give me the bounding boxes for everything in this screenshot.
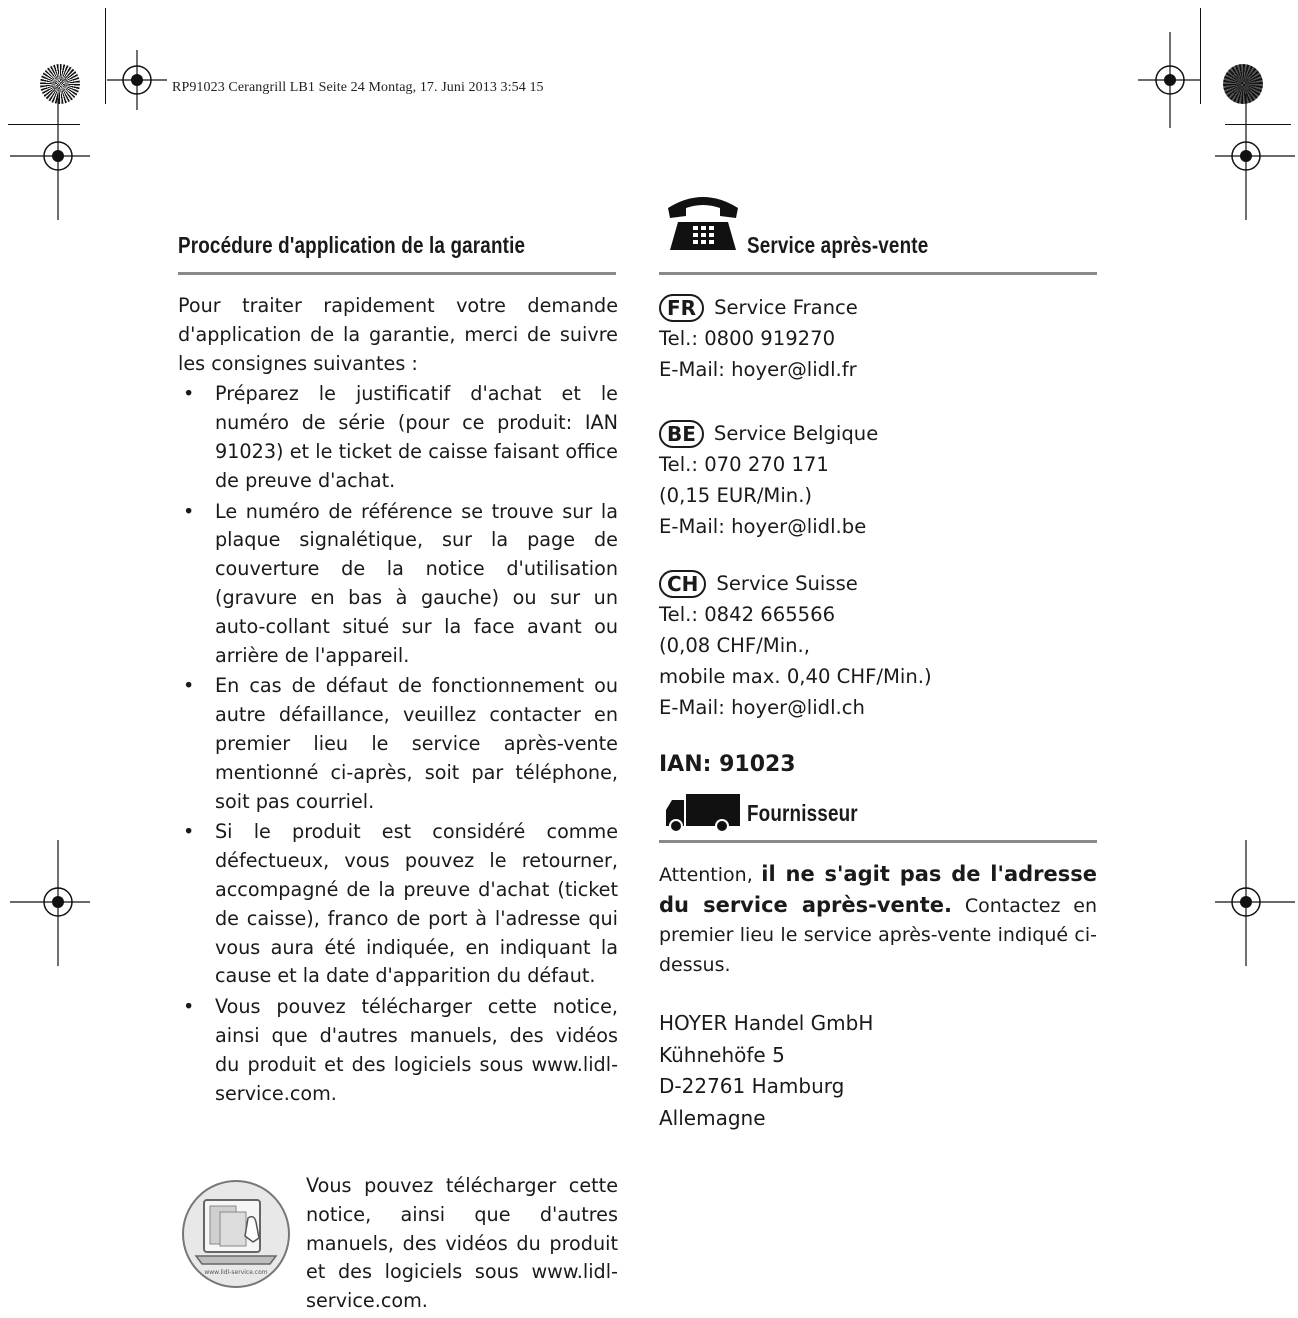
supplier-note-suffix: Contactez en premier lieu le service après-vente indiqué ci-dessus. (659, 894, 1097, 976)
belgium-service-name: Service Belgique (713, 422, 879, 445)
address-country: Allemagne (659, 1105, 766, 1130)
warranty-title-rule (178, 272, 616, 275)
belgium-rate: (0,15 EUR/Min.) (659, 484, 813, 507)
warranty-intro: Pour traiter rapidement votre demande d'application de la garantie, merci de suivre les consignes suivantes : (178, 294, 618, 375)
service-title: Service après-vente (747, 232, 929, 258)
france-service-name: Service France (714, 296, 858, 319)
supplier-title-rule (659, 840, 1097, 843)
supplier-address (659, 1008, 873, 1134)
belgium-badge: BE (659, 420, 704, 448)
belgium-phone: Tel.: 070 270 171 (659, 453, 829, 476)
service-swiss (659, 568, 932, 723)
warranty-step: • Vous pouvez télécharger cette notice, ainsi que d'autres manuels, des vidéos du produit et des logiciels sous www.lidl-service.com. (178, 993, 618, 1108)
supplier-title: Fournisseur (747, 800, 858, 826)
warranty-step: • Le numéro de référence se trouve sur la plaque signalétique, sur la page de couverture de la notice d'utilisation (gravure en bas à gauche) ou sur un auto-collant situé sur la face avant ou arrière de l'appareil. (178, 498, 618, 671)
swiss-mobile-rate: mobile max. 0,40 CHF/Min.) (659, 665, 932, 688)
print-slug: RP91023 Cerangrill LB1 Seite 24 Montag, 17. Juni 2013 3:54 15 (172, 80, 544, 95)
address-street: Kühnehöfe 5 (659, 1042, 785, 1067)
warranty-title: Procédure d'application de la garantie (178, 232, 526, 258)
swiss-service-name: Service Suisse (716, 572, 858, 595)
warranty-step: • En cas de défaut de fonctionnement ou autre défaillance, veuillez contacter en premier lieu le service après-vente mentionné ci-après, soit par téléphone, soit pas courriel. (178, 672, 618, 816)
swiss-email: E-Mail: hoyer@lidl.ch (659, 696, 865, 719)
download-icon-caption: www.lidl-service.com (204, 1269, 268, 1276)
warranty-body (178, 292, 618, 1110)
ian-number: IAN: 91023 (659, 752, 796, 777)
download-note: Vous pouvez télécharger cette notice, ainsi que d'autres manuels, des vidéos du produit et des logiciels sous www.lidl-service.com. (306, 1174, 618, 1313)
france-email: E-Mail: hoyer@lidl.fr (659, 358, 857, 381)
service-belgium (659, 418, 878, 542)
france-phone: Tel.: 0800 919270 (659, 327, 836, 350)
belgium-email: E-Mail: hoyer@lidl.be (659, 515, 867, 538)
registration-mark (1138, 32, 1202, 132)
service-title-rule (659, 272, 1097, 275)
registration-mark (105, 50, 169, 114)
download-laptop-icon (180, 1178, 292, 1290)
warranty-steps (178, 380, 618, 1108)
warranty-step: • Si le produit est considéré comme défectueux, vous pouvez le retourner, accompagné de la preuve d'achat (ticket de caisse), franco de port à l'adresse qui vous aura été indiquée, en indiquant la cause et la date d'apparition du défaut. (178, 818, 618, 991)
france-badge: FR (659, 294, 704, 322)
swiss-rate: (0,08 CHF/Min., (659, 634, 811, 657)
registration-mark (1215, 840, 1298, 966)
supplier-note-prefix: Attention, (659, 864, 762, 886)
address-city: D-22761 Hamburg (659, 1074, 845, 1098)
supplier-note-warning: il ne s'agit pas de l'adresse du service après-vente. (659, 862, 1097, 917)
registration-mark (10, 840, 106, 966)
registration-mark (10, 94, 106, 220)
warranty-step: • Préparez le justificatif d'achat et le numéro de série (pour ce produit: IAN 91023) et le ticket de caisse faisant office de preuve d'achat. (178, 380, 618, 495)
service-france (659, 292, 858, 385)
swiss-badge: CH (659, 570, 706, 598)
telephone-icon (664, 194, 742, 254)
truck-icon (664, 792, 742, 834)
address-company: HOYER Handel GmbH (659, 1011, 874, 1035)
supplier-note (659, 860, 1097, 980)
registration-mark (1215, 94, 1298, 220)
swiss-phone: Tel.: 0842 665566 (659, 603, 836, 626)
